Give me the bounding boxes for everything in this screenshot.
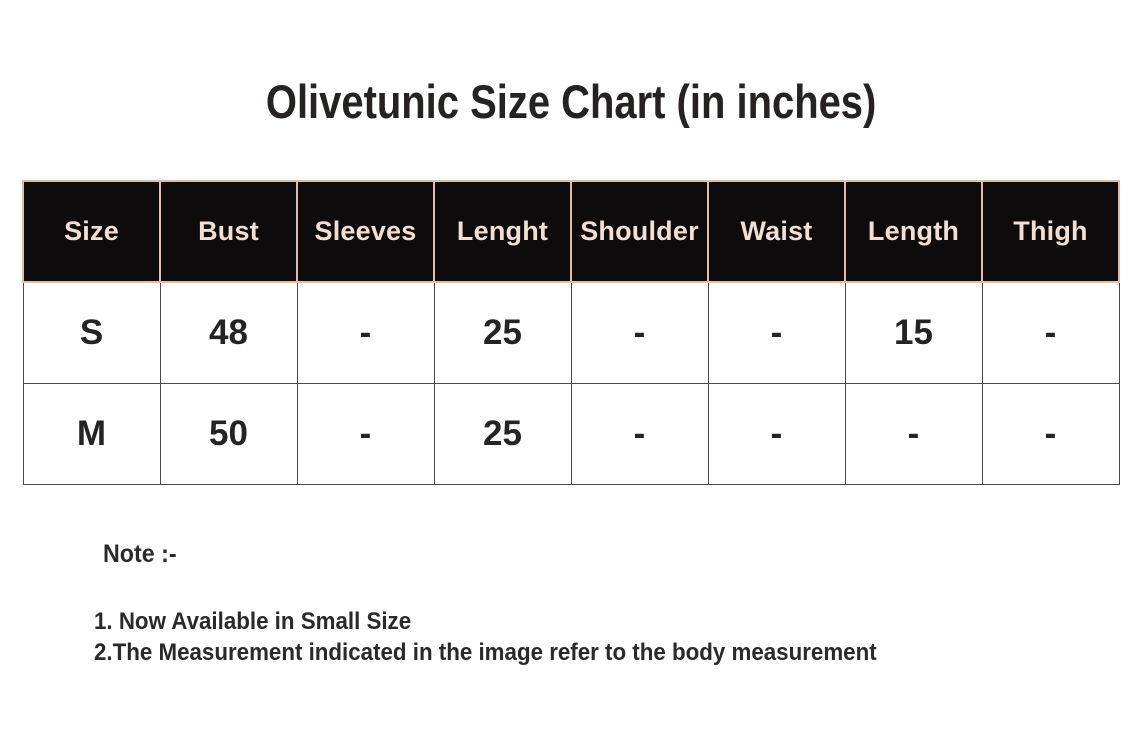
cell-m-size: M [23,383,160,484]
notes-section [94,540,936,668]
cell-m-sleeves: - [297,383,434,484]
table-row-size-s [23,282,1119,383]
col-header-lenght: Lenght [434,181,571,282]
col-header-length: Length [845,181,982,282]
cell-s-lenght: 25 [434,282,571,383]
note-item-2 [94,637,936,668]
cell-m-thigh: - [982,383,1119,484]
cell-s-sleeves: - [297,282,434,383]
cell-m-shoulder: - [571,383,708,484]
cell-s-thigh: - [982,282,1119,383]
table-header-row [23,181,1119,282]
cell-m-lenght: 25 [434,383,571,484]
col-header-sleeves: Sleeves [297,181,434,282]
table-row-size-m [23,383,1119,484]
col-header-bust: Bust [160,181,297,282]
cell-m-length: - [845,383,982,484]
cell-s-size: S [23,282,160,383]
note-item-2-text: 2.The Measurement indicated in the image refer to the body measurement [94,639,877,666]
col-header-size: Size [23,181,160,282]
col-header-shoulder: Shoulder [571,181,708,282]
note-heading-text: Note :- [103,540,177,568]
page-title [0,74,1142,129]
page-title-text: Olivetunic Size Chart (in inches) [265,75,877,128]
note-heading [103,540,936,569]
cell-m-waist: - [708,383,845,484]
note-item-1-text: 1. Now Available in Small Size [94,608,412,635]
cell-s-waist: - [708,282,845,383]
cell-s-bust: 48 [160,282,297,383]
cell-m-bust: 50 [160,383,297,484]
note-item-1 [94,606,936,637]
cell-s-shoulder: - [571,282,708,383]
size-chart-table [22,180,1120,485]
col-header-thigh: Thigh [982,181,1119,282]
col-header-waist: Waist [708,181,845,282]
cell-s-length: 15 [845,282,982,383]
